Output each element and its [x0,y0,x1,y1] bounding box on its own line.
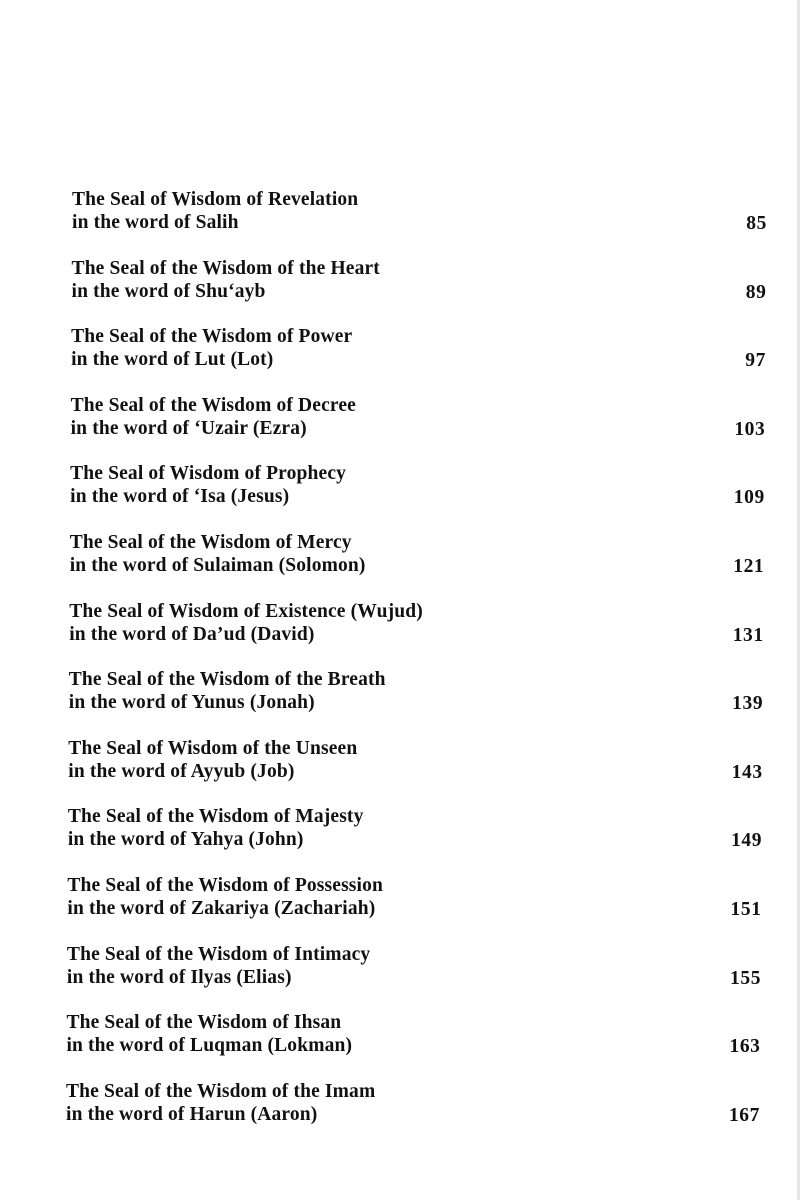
toc-entry [0,258,800,327]
toc-entry [0,532,800,601]
toc-entry-page-number: 131 [732,624,764,646]
toc-entry-title: The Seal of the Wisdom of the Heart [71,257,380,279]
toc-entry-subtitle: in the word of Shu‘ayb [71,280,266,302]
toc-entry [0,944,800,1013]
toc-entry-page-number: 89 [745,281,767,303]
toc-entry-page-number: 143 [731,761,763,783]
toc-entry-page-number: 151 [730,898,762,920]
toc-entry-page-number: 167 [728,1104,760,1126]
toc-entry [0,875,800,944]
toc-entry-subtitle: in the word of Ilyas (Elias) [66,966,292,988]
toc-entry [0,463,800,532]
toc-entry-title: The Seal of the Wisdom of the Imam [66,1080,376,1102]
toc-entry [0,669,800,738]
toc-entry-title: The Seal of Wisdom of Existence (Wujud) [69,600,423,622]
toc-entry-page-number: 103 [734,418,766,440]
toc-entry-page-number: 149 [731,830,763,852]
toc-entry-page-number: 97 [745,350,766,372]
toc-entry [0,601,800,670]
toc-entry-title: The Seal of the Wisdom of Mercy [69,531,352,553]
toc-entry-title: The Seal of the Wisdom of Possession [67,874,384,896]
toc-entry [0,806,800,875]
toc-entry-subtitle: in the word of Sulaiman (Solomon) [69,554,366,576]
toc-entry-subtitle: in the word of Da’ud (David) [69,623,315,645]
toc-entry [0,738,800,807]
toc-entry-subtitle: in the word of Yahya (John) [67,829,304,851]
toc-entry-title: The Seal of the Wisdom of Decree [70,394,356,416]
toc-entry-title: The Seal of the Wisdom of Majesty [67,806,364,828]
toc-entry-subtitle: in the word of ‘Isa (Jesus) [70,486,290,508]
toc-entry-subtitle: in the word of Harun (Aaron) [66,1103,318,1125]
toc-entry-subtitle: in the word of Salih [72,212,239,233]
toc-entry-page-number: 139 [732,693,764,715]
toc-entry-title: The Seal of the Wisdom of the Breath [68,669,386,691]
toc-entry-title: The Seal of Wisdom of Revelation [72,189,359,210]
toc-entry-subtitle: in the word of Ayyub (Job) [68,760,295,782]
toc-entry-page-number: 155 [730,967,762,989]
toc-entry-subtitle: in the word of Luqman (Lokman) [66,1035,353,1057]
toc-entry-page-number: 109 [733,487,765,509]
toc-entry-title: The Seal of Wisdom of Prophecy [70,463,347,485]
toc-entry-subtitle: in the word of Yunus (Jonah) [68,692,315,714]
table-of-contents [0,189,800,1149]
toc-entry-title: The Seal of the Wisdom of Intimacy [66,943,371,965]
toc-entry-subtitle: in the word of ‘Uzair (Ezra) [70,417,307,439]
toc-entry-page-number: 85 [746,213,767,234]
toc-entry-subtitle: in the word of Zakariya (Zachariah) [67,897,376,919]
toc-entry-title: The Seal of the Wisdom of Ihsan [66,1012,342,1034]
toc-entry-title: The Seal of Wisdom of the Unseen [68,737,358,759]
toc-entry [0,1081,800,1150]
toc-entry [0,1012,800,1081]
toc-entry [0,395,800,464]
toc-entry-page-number: 121 [733,555,765,577]
toc-entry [0,326,800,395]
toc-entry [0,189,800,258]
toc-entry-page-number: 163 [729,1036,761,1058]
toc-entry-title: The Seal of the Wisdom of Power [71,326,353,348]
toc-entry-subtitle: in the word of Lut (Lot) [71,349,274,371]
